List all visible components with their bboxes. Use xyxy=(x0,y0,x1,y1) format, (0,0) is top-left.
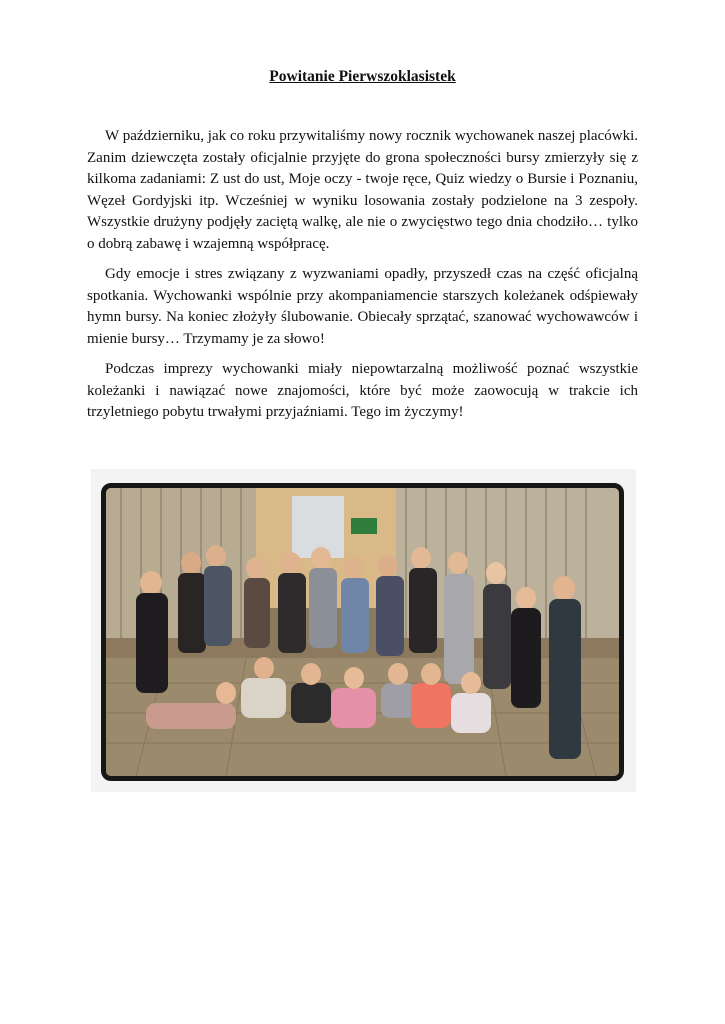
paragraph-2: Gdy emocje i stres związany z wyzwaniami opadły, przyszedł czas na część oficjalną spotkania. Wychowanki wspólnie przy akompaniamencie starszych koleżanek odśpiewały hymn bursy. Na koniec złożyły ślubowanie. Obiecały sprzątać, szanować wychowawców i mienie bursy… Trzymamy je za słowo! xyxy=(87,266,638,347)
group-photo-frame xyxy=(91,469,636,792)
paragraph-3: Podczas imprezy wychowanki miały niepowtarzalną możliwość poznać wszystkie koleżanki i nawiązać nowe znajomości, które być może zaowocują w trakcie ich trzyletniego pobytu trwałymi przyjaźniami. Tego im życzymy! xyxy=(87,360,638,421)
group-photo xyxy=(101,483,624,781)
article-body xyxy=(87,126,638,432)
page-title: Powitanie Pierwszoklasistek xyxy=(269,68,456,85)
paragraph-1: W październiku, jak co roku przywitaliśmy nowy rocznik wychowanek naszej placówki. Zanim dziewczęta zostały oficjalnie przyjęte do grona społeczności bursy zmierzyły się z kilkoma zadaniami: Z ust do ust, Moje oczy - twoje ręce, Quiz wiedzy o Bursie i Poznaniu, Węzeł Gordyjski itp. Wcześniej w wyniku losowania zostały podzielone na 3 zespoły. Wszystkie drużyny podjęły zaciętą walkę, ale nie o zwycięstwo tego dnia chodziło… tylko o dobrą zabawę i wzajemną współpracę. xyxy=(87,128,638,252)
group-photo-illustration xyxy=(106,488,619,776)
